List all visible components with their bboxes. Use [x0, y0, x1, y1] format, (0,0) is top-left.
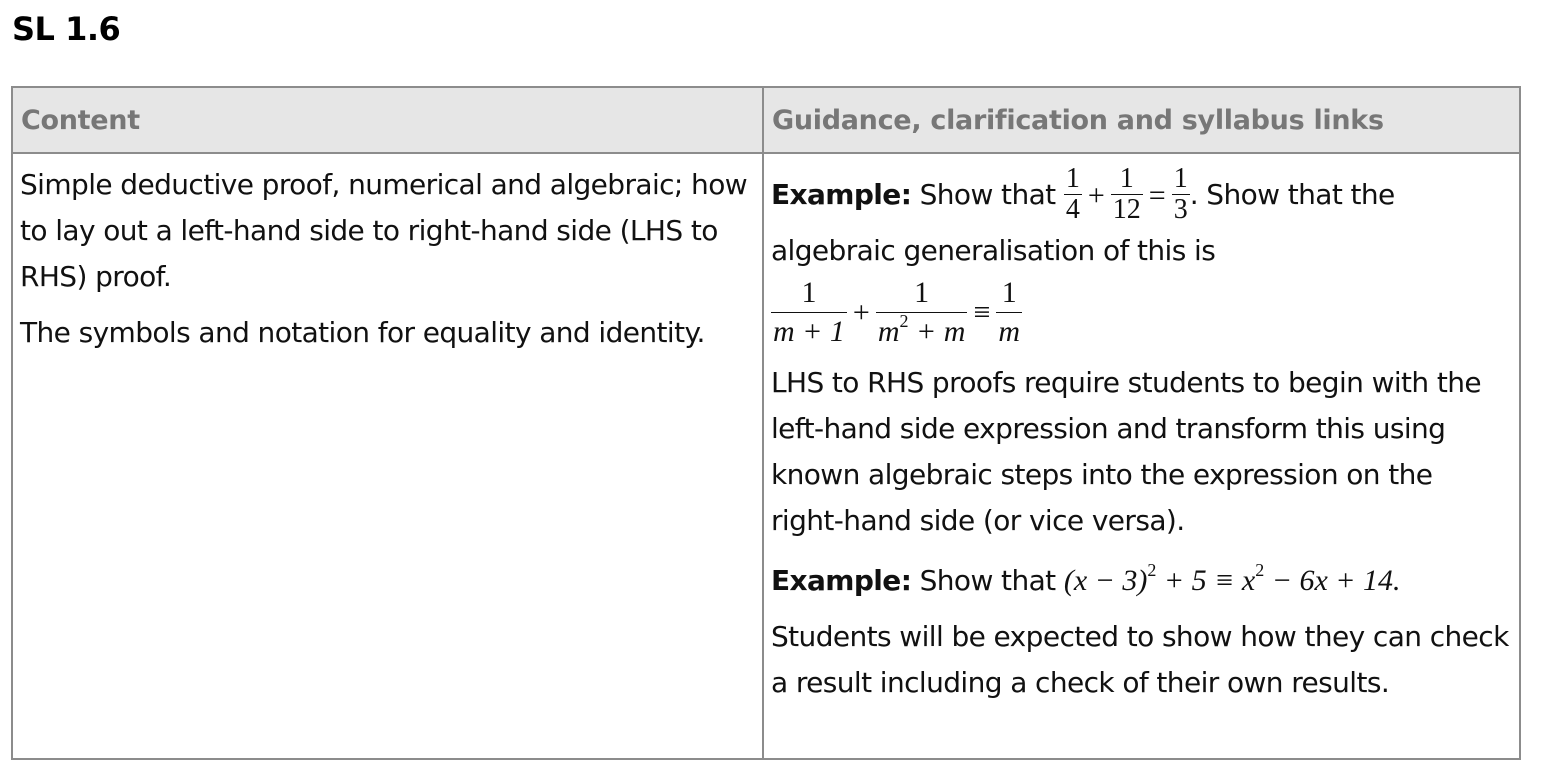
example-2-intro: Show that	[919, 564, 1056, 597]
example-2	[771, 558, 1511, 604]
guidance-cell	[763, 153, 1520, 759]
example-2-expression: $(x - 3)^2 + 5 \equiv x^2 - 6x + 14$.	[1063, 560, 1401, 597]
plus-sign: +	[852, 295, 870, 329]
content-paragraph-proof: Simple deductive proof, numerical and algebraic; how to lay out a left-hand side to right-hand side (LHS to RHS) proof.	[20, 168, 748, 293]
fraction-one-third: $\frac{1}{3}$	[1173, 162, 1188, 225]
fraction-one-over-m-squared-plus-m: $\frac{1}{m^2 + m}$	[877, 276, 966, 348]
plus-sign: +	[1087, 179, 1105, 212]
content-cell	[12, 153, 763, 759]
fraction-one-over-m: $\frac{1}{m}$	[998, 276, 1021, 348]
lhs-rhs-explanation: LHS to RHS proofs require students to begin with the left-hand side expression and transform this using known algebraic steps into the expression on the right-hand side (or vice versa).	[771, 366, 1482, 537]
syllabus-table	[11, 86, 1521, 760]
fraction-one-over-m-plus-one: $\frac{1}{m + 1}$	[773, 276, 845, 348]
content-column-header: Content	[12, 87, 763, 153]
identity-sign: ≡	[973, 295, 991, 329]
table-row	[12, 153, 1520, 759]
guidance-column-header: Guidance, clarification and syllabus links	[763, 87, 1520, 153]
fraction-one-twelfth: $\frac{1}{12}$	[1112, 162, 1141, 225]
example-1-tail: . Show that the	[1189, 178, 1395, 211]
example-1-intro: Show that	[919, 178, 1056, 211]
example-1	[771, 162, 1511, 228]
generalisation-text: algebraic generalisation of this is	[771, 234, 1216, 267]
example-label: Example:	[771, 564, 912, 597]
example-label: Example:	[771, 178, 912, 211]
generalised-identity-formula	[771, 278, 1511, 350]
table-header-row	[12, 87, 1520, 153]
section-heading: SL 1.6	[12, 10, 121, 48]
equals-sign: =	[1148, 179, 1166, 212]
fraction-one-quarter: $\frac{1}{4}$	[1065, 162, 1080, 225]
check-results-text: Students will be expected to show how they can check a result including a check of their own results.	[771, 620, 1509, 699]
content-paragraph-notation: The symbols and notation for equality and identity.	[20, 316, 705, 349]
